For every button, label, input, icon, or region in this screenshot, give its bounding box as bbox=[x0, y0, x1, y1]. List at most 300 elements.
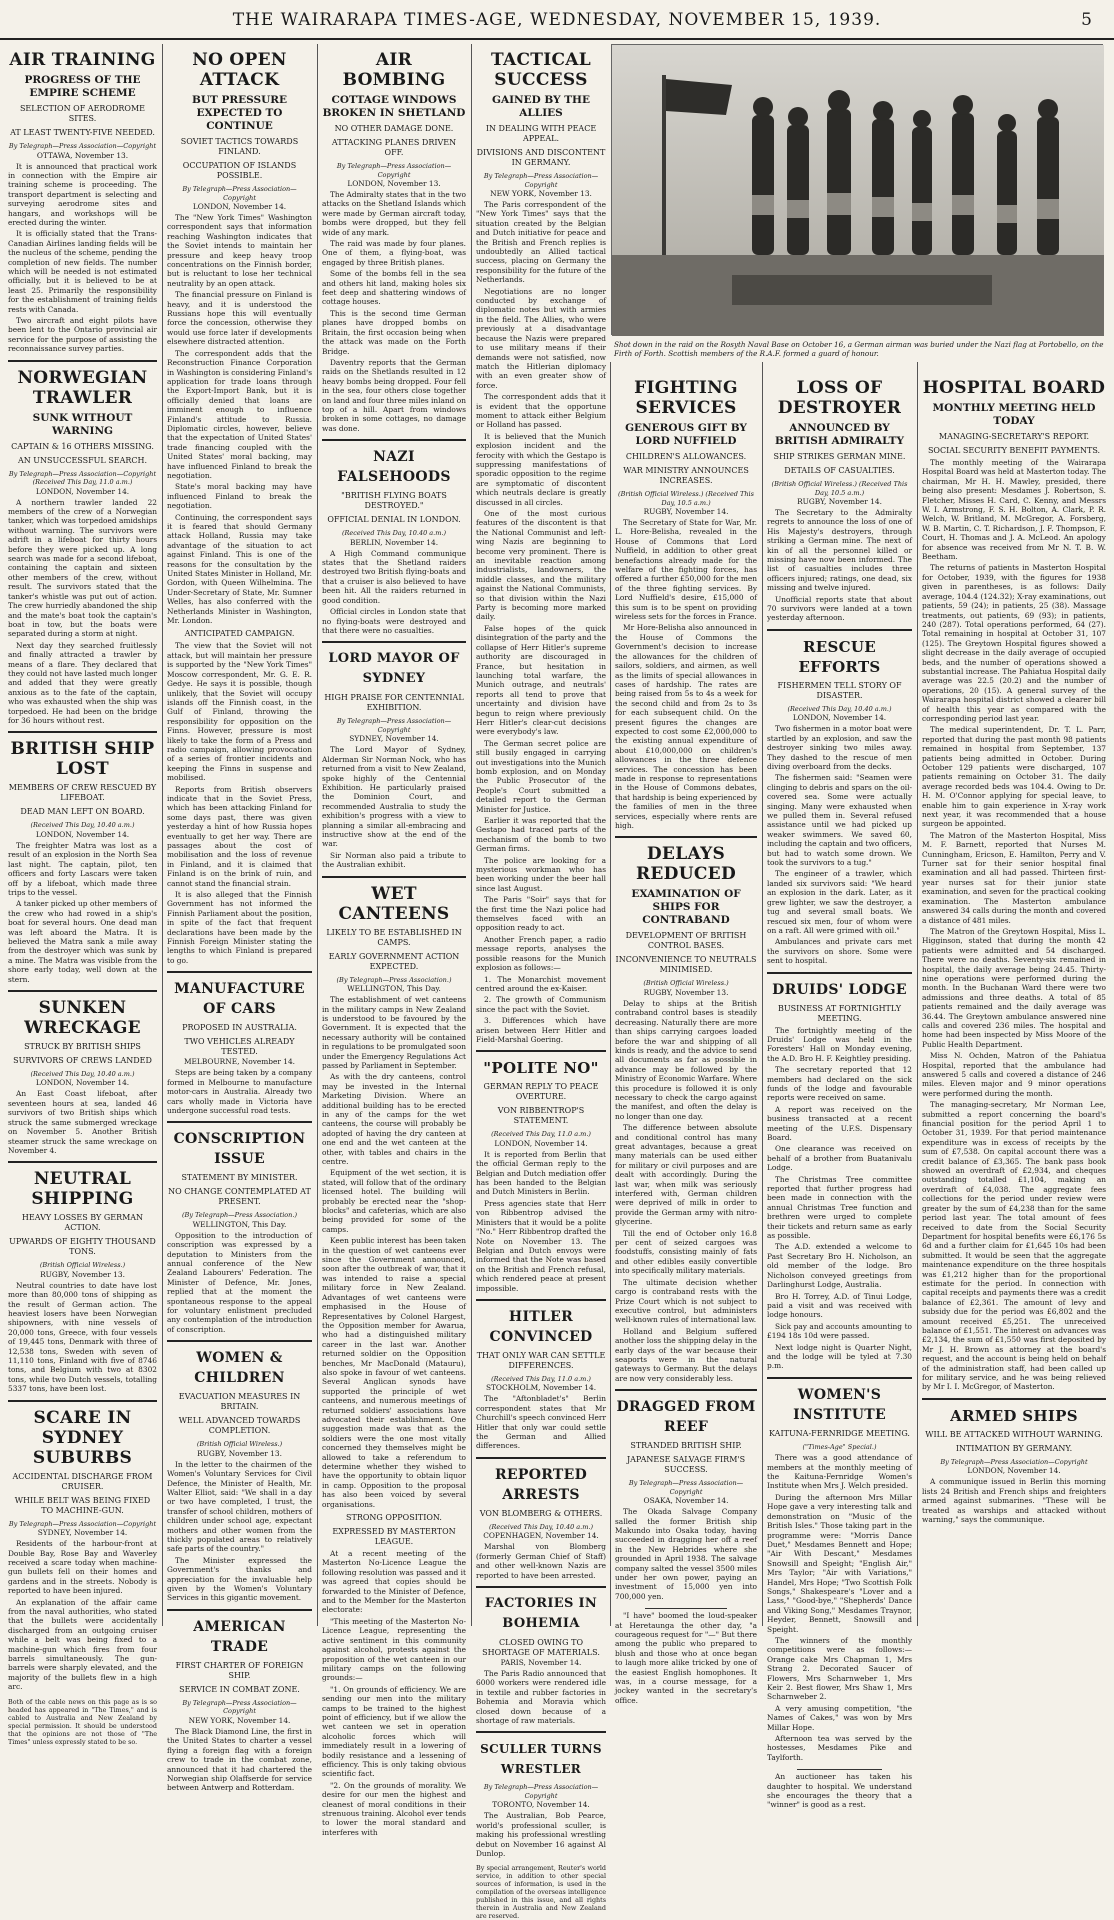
subheadline: SUNK WITHOUT WARNING bbox=[32, 411, 133, 437]
paragraph: Steps are being taken by a company formed in Melbourne to manufacture motor-cars in Australia. Already two cars wholly made in Victoria have undergone successful road tests. bbox=[167, 1068, 312, 1115]
article-factories-bohemia bbox=[476, 1594, 606, 1725]
paragraph: The medical superintendent, Dr. T. L. Parr, reported that during the past month 98 patients remained in hospital from September, 137 patients being admitted in October. During October 129 patients were discharged, 107 patients remaining on October 31. The daily average recorded beds was 104.4. Owing to Dr. H. M. O'Connor applying for special leave, to enable him to gain experience in X-ray work next year, it was recommended that a house surgeon be appointed. bbox=[922, 725, 1106, 829]
paragraph: The A.D. extended a welcome to Past Secretary Bro H. Nicholson, an old member of the lodge. Bro Nicholson conveyed greetings from Darlinghurst Lodge, Australia. bbox=[767, 1242, 912, 1290]
deck: "BRITISH FLYING BOATS DESTROYED." bbox=[341, 491, 447, 511]
paragraph: Ambulances and private cars met the survivors on shore. Some were sent to hospital. bbox=[767, 937, 912, 966]
credit-line: By Telegraph—Press Association—Copyright bbox=[8, 1519, 157, 1528]
paragraph: At a recent meeting of the Masterton No-Licence League the following resolution was passed and it was agreed that copies should be forwarded to the Minister of Defence, and to the Member for the Masterton electorate: bbox=[322, 1549, 466, 1615]
dateline: LONDON, November 14. bbox=[967, 1466, 1061, 1476]
subheadline: MONTHLY MEETING HELD TODAY bbox=[932, 402, 1096, 427]
deck: OCCUPATION OF ISLANDS POSSIBLE. bbox=[182, 161, 297, 180]
credit-line: By Telegraph—Press Association—Copyright bbox=[628, 1479, 744, 1496]
paragraph: "2. On the grounds of morality. We desire for our men the highest and cleanest of moral conditions in their strenuous training. Alcohol ever tends to lower the moral standard and interferes with bbox=[322, 1780, 466, 1837]
article-manufacture-of-cars bbox=[167, 979, 312, 1115]
deck: BUSINESS AT FORTNIGHTLY MEETING. bbox=[778, 1003, 901, 1023]
article-divider bbox=[167, 1609, 312, 1611]
dateline: RUGBY, November 13. bbox=[197, 1448, 282, 1458]
deck: DEVELOPMENT OF BRITISH CONTROL BASES. bbox=[625, 931, 747, 951]
subheadline: GENEROUS GIFT BY LORD NUFFIELD bbox=[625, 422, 747, 447]
paragraph: Some of the bombs fell in the sea and others hit land, making holes six feet deep and shattering windows of cottage houses. bbox=[322, 269, 466, 307]
article-no-open-attack bbox=[167, 50, 312, 965]
dateline: LONDON, November 14. bbox=[35, 829, 130, 839]
deck: ACCIDENTAL DISCHARGE FROM CRUISER. bbox=[12, 1471, 153, 1491]
article-divider bbox=[322, 876, 466, 878]
article-divider bbox=[767, 972, 912, 974]
article-delays-reduced bbox=[615, 844, 757, 1383]
deck: WELL ADVANCED TOWARDS COMPLETION. bbox=[178, 1416, 301, 1436]
dateline: COPENHAGEN, November 14. bbox=[483, 1531, 599, 1541]
paragraph: The Paris "Soir" says that for the first time the Nazi police had themselves faced with an opposition ready to act. bbox=[476, 895, 606, 933]
headline: WOMEN'S INSTITUTE bbox=[793, 1386, 886, 1423]
paragraph: The Okada Salvage Company salled the former British ship Makundo into Osaka today, having succeeded in dragging her off a reef in the New Hebrides where she grounded in April 1938. The salvage company salted the vessel 3500 miles under her own power, paying an investment of 15,000 yen into 700,000 yen. bbox=[615, 1507, 757, 1601]
headline: DRUIDS' LODGE bbox=[772, 981, 907, 998]
dateline: LONDON, November 14. bbox=[35, 486, 130, 496]
deck: THAT ONLY WAR CAN SETTLE DIFFERENCES. bbox=[476, 1350, 606, 1370]
deck: KAITUNA-FERNRIDGE MEETING. bbox=[769, 1428, 910, 1438]
credit-line: (Received This Day, 10.40 a.m.) bbox=[30, 1069, 135, 1078]
headline: DRAGGED FROM REEF bbox=[616, 1399, 756, 1436]
article-divider bbox=[167, 1121, 312, 1123]
article-dragged-from-reef bbox=[615, 1397, 757, 1705]
headline: FACTORIES IN BOHEMIA bbox=[484, 1596, 598, 1631]
deck: JAPANESE SALVAGE FIRM'S SUCCESS. bbox=[626, 1455, 746, 1475]
dateline: RUGBY, November 14. bbox=[797, 497, 882, 506]
headline: NORWEGIAN TRAWLER bbox=[17, 367, 148, 408]
article-rescue-efforts bbox=[767, 637, 912, 966]
deck: STRANDED BRITISH SHIP. bbox=[630, 1441, 742, 1451]
paragraph: The returns of patients in Masterton Hospital for October, 1939, with the figures for 1938 given in parentheses, is as follows: Daily average, 104.4 (124.32); X-ray examinations, out patients, 59 (24); in patients, 25 (38). Massage treatments, out patients, 69 (93); in patients, 240 (287). Total operations performed, 64 (27). Total remaining in hospital at October 31, 107 (125). The Greytown Hospital figures showed a slight decrease in the daily average of occupied beds, and the number of operations showed a substantial increase. The Pahiatua Hospital daily average was 22.5 (20.2) and the number of operations, 20 (15). A general survey of the Wairarapa hospital district showed a clearer bill of health this year as compared with the corresponding period last year. bbox=[922, 563, 1106, 723]
deck: SELECTION OF AERODROME SITES. bbox=[19, 104, 146, 123]
dateline: RUGBY, November 13. bbox=[643, 987, 729, 997]
credit-line: (British Official Wireless.) bbox=[39, 1261, 126, 1270]
deck: PROPOSED IN AUSTRALIA. bbox=[182, 1023, 297, 1033]
deck: MEMBERS OF CREW RESCUED BY LIFEBOAT. bbox=[8, 783, 157, 803]
deck: ATTACKING PLANES DRIVEN OFF. bbox=[331, 138, 457, 157]
paragraph: The winners of the monthly competitions were as follows:— Orange cake Mrs Chapman 1, Mrs Strang 2. Decorated Saucer of Flowers, Mrs Scharnweber 1, Mrs Keir 2. Best flower, Mrs Shaw 1, Mrs Scharnweber 2. bbox=[767, 1635, 912, 1702]
paragraph: Daventry reports that the German raids on the Shetlands resulted in 12 heavy bombs being dropped. Four fell in the sea, four others close together on land and four three miles inland on top of a hill. Apart from windows broken in some cottages, no damage was done. bbox=[322, 357, 466, 433]
article-british-ship-lost bbox=[8, 739, 157, 984]
headline: AIR BOMBING bbox=[342, 50, 446, 90]
paragraph: Till the end of October only 16.8 per cent of seized cargoes was foodstuffs, consisting mainly of fats and other edibles easily convertible into specifically military materials. bbox=[615, 1228, 757, 1276]
paragraph: The freighter Matra was lost as a result of an explosion in the North Sea last night. The captain, pilot, ten officers and forty Lascars were taken off by a lifeboat, which made three trips to the vessel. bbox=[8, 840, 157, 897]
paragraph: Delay to ships at the British contraband control bases is steadily decreasing. Naturally there are more than ships carrying cargoes loaded before the war and shipping of all kinds is ready, and the advice to send all documents as far as possible in advance may be followed by the Ministry of Economic Warfare. Where this procedure is followed it is only necessary to check the cargo against the manifest, and often the delay is no longer than one day. bbox=[615, 998, 757, 1121]
dateline: WELLINGTON, This Day. bbox=[192, 1219, 287, 1229]
article-neutral-shipping bbox=[8, 1169, 157, 1393]
credit-line: (British Official Wireless.) (Received This Day, 10.5 a.m.) bbox=[771, 480, 908, 497]
paragraph: 2. The growth of Communism since the pact with the Soviet. bbox=[476, 995, 606, 1014]
paragraph: It is also alleged that the Finnish Government has not informed the Finnish Parliament about the position, in spite of the fact that frequent declarations have been made by the Finnish Foreign Minister stating the lengths to which Finland is prepared to go. bbox=[167, 890, 312, 965]
article-divider bbox=[476, 1299, 606, 1301]
paragraph: Opposition to the introduction of conscription was expressed by a deputation to Ministers from the annual conference of the New Zealand Labourers' Federation. The Minister of Defence, Mr. Jones, replied that at the moment the spontaneous response to the appeal for voluntary enlistment precluded any contemplation of the introduction of conscription. bbox=[167, 1230, 312, 1334]
section-subhead: EXPRESSED BY MASTERTON LEAGUE. bbox=[332, 1527, 456, 1547]
article-divider bbox=[322, 439, 466, 441]
dateline: RUGBY, November 14. bbox=[643, 507, 729, 516]
headline: NO OPEN ATTACK bbox=[192, 50, 287, 90]
paragraph: The "Aftonbladet's" Berlin correspondent states that Mr Churchill's speech convinced Herr Hitler that only war could settle the German and Allied differences. bbox=[476, 1394, 606, 1451]
dateline: SYDNEY, November 14. bbox=[349, 734, 439, 744]
deck: AT LEAST TWENTY-FIVE NEEDED. bbox=[10, 128, 155, 137]
headline: "POLITE NO" bbox=[483, 1059, 599, 1078]
paragraph: The Paris correspondent of the "New York Times" says that the situation created by the Belgian and Dutch initiative for peace and the British and French replies is undoubtedly an Allied tactical success, placing on Germany the responsibility for the future of the Netherlands. bbox=[476, 200, 606, 285]
credit-line: By Telegraph—Press Association—Copyright bbox=[182, 1698, 297, 1716]
deck: UPWARDS OF EIGHTY THOUSAND TONS. bbox=[9, 1237, 156, 1257]
credit-line: By Telegraph—Press Association—Copyright bbox=[483, 172, 599, 189]
credit-line: By Telegraph—Press Association—Copyright bbox=[182, 185, 297, 202]
deck: SURVIVORS OF CREWS LANDED bbox=[13, 1055, 152, 1065]
paragraph: The monthly meeting of the Wairarapa Hospital Board was held at Masterton today. The chairman, Mr H. H. Mawley, presided, there being also present: Mesdames J. Robertson, S. Fletcher, Misses H. Card, C. Kenny, and Messrs W. I. Armstrong, F. S. H. Bolton, A. Clark, P. R. Welch, W. Britland, M. McGregor, A. Forsberg, W. B. Martin, C. T. Richardson, J. F. Thompson, F. Court, H. Thomas and J. A. McLeod. An apology for absence was received from Mr N. T. B. W. Beetham. bbox=[922, 458, 1106, 562]
article-air-bombing bbox=[322, 50, 466, 433]
dateline: NEW YORK, November 13. bbox=[490, 189, 592, 198]
paragraph: The Minister expressed the Government's thanks and appreciation for the invaluable help given by the Women's Voluntary Services in this gigantic movement. bbox=[167, 1555, 312, 1603]
subheadline: ANNOUNCED BY BRITISH ADMIRALTY bbox=[775, 422, 904, 447]
article-wet-canteens bbox=[322, 884, 466, 1838]
article-divider bbox=[615, 836, 757, 838]
masthead bbox=[0, 0, 1114, 40]
headline: BRITISH SHIP LOST bbox=[10, 739, 155, 780]
dateline: SYDNEY, November 14. bbox=[37, 1528, 128, 1538]
paragraph: Residents of the harbour-front at Double Bay, Rose Bay and Waverley received a scare today when machine-gun bullets fell on their homes and gardens and in the streets. Nobody is reported to have been injured. bbox=[8, 1539, 157, 1596]
paragraph: Another French paper, a radio message reports, analyses the possible reasons for the Munich explosion as follows:— bbox=[476, 934, 606, 973]
article-women-children bbox=[167, 1348, 312, 1603]
headline: FIGHTING SERVICES bbox=[634, 378, 738, 418]
credit-line: (By Telegraph—Press Association.) bbox=[336, 975, 452, 984]
divider bbox=[645, 1608, 727, 1609]
credit-line: (Received This Day, 11.0 a.m.) bbox=[491, 1130, 591, 1139]
deck: STATEMENT BY MINISTER. bbox=[181, 1173, 298, 1183]
news-photo bbox=[611, 44, 1103, 335]
column-1 bbox=[4, 44, 161, 1746]
credit-line: (Received This Day, 11.0 a.m.) bbox=[491, 1374, 591, 1383]
credit-line: ("Times-Age" Special.) bbox=[802, 1442, 877, 1451]
column-7 bbox=[918, 372, 1110, 1624]
article-divider bbox=[615, 1389, 757, 1391]
paragraph: The fortnightly meeting of the Druids' Lodge was held in the Foresters' Hall on Monday evening, the A.D. Bro H. F. Keightley presiding. bbox=[767, 1025, 912, 1063]
article-divider bbox=[767, 1377, 912, 1379]
paragraph: A northern trawler landed 22 members of the crew of a Norwegian tanker, which was torpedoed amidships without warning. The survivors were adrift in a lifeboat for thirty hours before they were picked up. A long search was made for a second lifeboat, containing the captain and sixteen other members of the crew, without result. The survivors stated that the tanker's whistle was put out of action. The crew hurriedly abandoned the ship and the mate's boat took the captain's boat in tow, but the boats were separated during a storm at night. bbox=[8, 497, 157, 639]
deck: MANAGING-SECRETARY'S REPORT. bbox=[938, 432, 1090, 441]
deck: WILL BE ATTACKED WITHOUT WARNING. bbox=[925, 1429, 1103, 1439]
deck: EARLY GOVERNMENT ACTION EXPECTED. bbox=[328, 951, 460, 971]
masthead-title: THE WAIRARAPA TIMES-AGE, WEDNESDAY, NOVEMBER 15, 1939. bbox=[232, 10, 882, 30]
paragraph: It is believed that the Munich explosion incident and the ferocity with which the Gestapo is suppressing manifestations of sporadic opposition to the regime are symptomatic of discontent which neutrals declare is greatly discussed in all circles. bbox=[476, 431, 606, 507]
dateline: TORONTO, November 14. bbox=[492, 1800, 590, 1810]
section-subhead: ANTICIPATED CAMPAIGN. bbox=[184, 629, 295, 639]
headline: AIR TRAINING bbox=[9, 50, 156, 70]
paragraph: The Matron of the Greytown Hospital, Miss L. Higginson, stated that during the month 42 patients were admitted and 54 discharged. There were no deaths. Seventy-six remained in hospital, the daily average being 24.45. Thirty-nine operations were performed during the month. In the Buchanan Ward there were two admissions and three deaths. A total of 85 patients remained and the daily average was 36.44. The Greytown ambulance answered nine calls and covered 236 miles. The hospital and home had been inspected by Miss Moore of the Public Health Department. bbox=[922, 926, 1106, 1049]
article-fighting-services bbox=[615, 378, 757, 830]
paragraph: Next day they searched fruitlessly and finally attracted a trawler by means of a flare. They declared that they could not have lasted much longer and added that they were greatly anxious as to the fate of the captain, who was exhausted when the ship was torpedoed. He had been on the bridge for 36 hours without rest. bbox=[8, 640, 157, 725]
article-polite-no bbox=[476, 1058, 606, 1293]
deck: INTIMATION BY GERMANY. bbox=[955, 1443, 1073, 1453]
headline: LOSS OF DESTROYER bbox=[777, 378, 902, 418]
headline: ARMED SHIPS bbox=[950, 1406, 1078, 1425]
paragraph: The raid was made by four planes. One of them, a flying-boat, was engaged by three British planes. bbox=[322, 239, 466, 267]
divider bbox=[797, 1769, 882, 1770]
headline: WET CANTEENS bbox=[338, 883, 450, 924]
paragraph: Afternoon tea was served by the hostesses, Mesdames Pike and Taylforth. bbox=[767, 1734, 912, 1762]
paragraph: Continuing, the correspondent says it is feared that should Germany attack Holland, Russia may take advantage of the situation to act against Finland. This is one of the reasons for the consultation by the United States Minister in Holland, Mr. Gordon, with Queen Wilhelmina. The Under-Secretary of State, Mr. Sumner Welles, has also conferred with the Netherlands Minister in Washington, Mr. London. bbox=[167, 512, 312, 626]
dateline: LONDON, November 14. bbox=[494, 1138, 588, 1148]
dateline: MELBOURNE, November 14. bbox=[183, 1057, 296, 1067]
headline: RESCUE EFFORTS bbox=[798, 637, 881, 676]
deck: TWO VEHICLES ALREADY TESTED. bbox=[184, 1037, 295, 1057]
paragraph: The Secretary to the Admiralty regrets to announce the loss of one of His Majesty's destroyers, through striking a German mine. The next of kin of all the personnel killed or missing have now been informed. The list of casualties includes three officers injured; ratings, one dead, six missing and twelve injured. bbox=[767, 508, 912, 593]
credit-line: By Telegraph—Press Association—Copyright bbox=[8, 142, 157, 150]
paragraph: The "New York Times" Washington correspondent says that information reaching Washington indicates that the Soviet intends to maintain her pressure and keep heavy troop concentrations on the Finnish border, but is reluctant to lose her technical neutrality by an open attack. bbox=[167, 213, 312, 288]
headline: CONSCRIPTION ISSUE bbox=[173, 1131, 306, 1168]
paragraph: Two fishermen in a motor boat were startled by an explosion, and saw the destroyer sinking two miles away. They dashed to the rescue of men diving overboard from the decks. bbox=[767, 724, 912, 771]
page-number: 5 bbox=[1081, 10, 1092, 30]
deck: IN DEALING WITH PEACE APPEAL. bbox=[485, 124, 597, 143]
subheadline: COTTAGE WINDOWS BROKEN IN SHETLAND bbox=[322, 94, 466, 119]
headline: TACTICAL SUCCESS bbox=[490, 50, 592, 90]
credit-line: (By Telegraph—Press Association.) bbox=[182, 1211, 297, 1220]
deck: STRUCK BY BRITISH SHIPS bbox=[24, 1041, 141, 1051]
paragraph: Negotiations are no longer conducted by exchange of diplomatic notes but with armies in the field. The Allies, who were previously at a disadvantage because the Nazis were prepared to use military means if their demands were not satisfied, now match the Hitlerian diplomacy with an even greater show of force. bbox=[476, 286, 606, 390]
deck: LIKELY TO BE ESTABLISHED IN CAMPS. bbox=[326, 927, 462, 947]
paragraph: An auctioneer has taken his daughter to hospital. We understand she encourages the theory that a "winner" is good as a rest. bbox=[767, 1772, 912, 1810]
deck: NO CHANGE CONTEMPLATED AT PRESENT. bbox=[168, 1187, 311, 1207]
paragraph: A High Command communique states that the Shetland raiders destroyed two British flying-boats and that a cruiser is also believed to have been hit. All the raiders returned in good condition. bbox=[322, 548, 466, 605]
paragraph: In the letter to the chairmen of the Women's Voluntary Services for Civil Defence, the Minister of Health, Mr. Walter Elliot, said: "We shall in a day or two have completed, I trust, the transfer of school children, mothers of children under school age, expectant mothers and other women from the thickly populated areas to relatively safe parts of the country." bbox=[167, 1459, 312, 1554]
article-loss-of-destroyer bbox=[767, 378, 912, 623]
headline: DELAYS REDUCED bbox=[636, 844, 736, 885]
subheadline: BUT PRESSURE EXPECTED TO CONTINUE bbox=[192, 94, 287, 132]
article-divider bbox=[8, 1400, 157, 1402]
paragraph: Next lodge night is Quarter Night, and the lodge will be tyled at 7.30 p.m. bbox=[767, 1342, 912, 1371]
deck: INCONVENIENCE TO NEUTRALS MINIMISED. bbox=[615, 955, 757, 975]
credit-line: (Received This Day, 10.40 a.m.) bbox=[787, 704, 892, 713]
paragraph: An explanation of the affair came from the naval authorities, who stated that the bullets were accidentally discharged from an outgoing cruiser while a belt was being fixed to a machine-gun which fires from four barrels simultaneously. The gun-barrels were sharply elevated, and the majority of the bullets flew in a high arc. bbox=[8, 1597, 157, 1692]
headline: MANUFACTURE OF CARS bbox=[174, 981, 305, 1018]
paragraph: The correspondent adds that it is evident that the opportune moment to attack either Belgium or Holland has passed. bbox=[476, 392, 606, 430]
article-air-training bbox=[8, 50, 157, 354]
copyright-notice: Both of the cable news on this page as is so headed has appeared in "The Times," and is cabled to Australia and New Zealand by special permission. It should be understood that the opinions are not those of "The Times" unless expressly stated to be so. bbox=[8, 1697, 157, 1746]
deck: DIVISIONS AND DISCONTENT IN GERMANY. bbox=[476, 148, 606, 167]
credit-line: (British Official Wireless.) (Received This Day, 10.5 a.m.) bbox=[618, 490, 754, 507]
dateline: OTTAWA, November 13. bbox=[36, 150, 129, 160]
credit-line: (Received This Day, 10.40 a.m.) bbox=[30, 821, 135, 830]
credit-line: (Received This Day, 10.40 a.m.) bbox=[489, 1522, 593, 1531]
paragraph: Holland and Belgium suffered another loss the shipping delay in the early days of the war because their seaports were in the natural gateways to Germany. But the delays are now very considerably less. bbox=[615, 1326, 757, 1383]
paragraph: Official circles in London state that no flying-boats were destroyed and that there were no casualties. bbox=[322, 607, 466, 635]
credit-line: By Telegraph—Press Association—Copyright bbox=[940, 1457, 1088, 1466]
deck: WHILE BELT WAS BEING FIXED TO MACHINE-GUN. bbox=[14, 1495, 151, 1515]
article-divider bbox=[922, 1398, 1106, 1400]
article-tactical-success bbox=[476, 50, 606, 1044]
credit-line: By Telegraph—Press Association—Copyright bbox=[336, 717, 452, 734]
article-womens-institute bbox=[767, 1385, 912, 1810]
article-hospital-board bbox=[922, 378, 1106, 1392]
article-divider bbox=[767, 629, 912, 631]
dateline: NEW YORK, November 14. bbox=[188, 1715, 291, 1725]
dateline: LONDON, November 14. bbox=[35, 1078, 130, 1088]
article-sunken-wreckage bbox=[8, 998, 157, 1155]
deck: HIGH PRAISE FOR CENTENNIAL EXHIBITION. bbox=[324, 693, 464, 713]
paragraph: 1. The Monarchist movement centred around the ex-Kaiser. bbox=[476, 974, 606, 993]
dateline: PARIS, November 14. bbox=[500, 1658, 582, 1667]
credit-line: (Received This Day, 10.40 a.m.) bbox=[342, 529, 446, 538]
article-sculler-wrestler bbox=[476, 1739, 606, 1858]
paragraph: The financial pressure on Finland is heavy, and it is understood the Russians hope this will eventually force the concession, otherwise they would use force later if developments elsewhere distracted attention. bbox=[167, 290, 312, 347]
credit-line: By Telegraph—Press Association—Copyright bbox=[483, 1783, 599, 1800]
article-reported-arrests bbox=[476, 1465, 606, 1580]
headline: SUNKEN WRECKAGE bbox=[24, 997, 141, 1038]
paragraph: The Australian, Bob Pearce, world's professional sculler, is making his professional wrestling debut on November 16 against Al Dunlop. bbox=[476, 1811, 606, 1859]
article-divider bbox=[322, 641, 466, 643]
paragraph: "1. On grounds of efficiency. We are sending our men into the military camps to be trained to the highest point of efficiency, but if we allow the wet canteen we set in operation alcoholic forces which will immediately result in a lowering of bodily resistance and a lessening of efficiency. This is only taking obvious scientific fact. bbox=[322, 1684, 466, 1779]
dateline: BERLIN, November 14. bbox=[349, 537, 439, 547]
paragraph: The Paris Radio announced that 6000 workers were rendered idle in textile and rubber factories in Bohemia and Moravia which closed down because of a shortage of raw materials. bbox=[476, 1669, 606, 1726]
deck: VON RIBBENTROP'S STATEMENT. bbox=[497, 1106, 585, 1126]
article-american-trade bbox=[167, 1617, 312, 1793]
paragraph: The Matron of the Masterton Hospital, Miss M. F. Barnett, reported that Nurses M. Cunningham, Ericson, E. Hamilton, Perry and V. Turner sat for their senior hospital final examination and all had passed. Thirteen first-year nurses sat for their junior state examination, and seven for the practical cooking examination. The Masterton ambulance answered 34 calls during the month and covered a distance of 481 miles. bbox=[922, 830, 1106, 925]
paragraph: One of the most curious features of the discontent is that the National Communist and left-wing Nazis are beginning to become very prominent. There is an inevitable reaction among industrialists, landowners, the middle classes, and the military against the National Communists, so that division within the Nazi Party is becoming more marked daily. bbox=[476, 509, 606, 622]
paragraph: Earlier it was reported that the Gestapo had traced parts of the mechanism of the bomb to two German firms. bbox=[476, 816, 606, 854]
paragraph: There was a good attendance of members at the monthly meeting of the Kaituna-Fernridge Women's Institute when Mrs J. Welch presided. bbox=[767, 1453, 912, 1491]
paragraph: The secretary reported that 12 members had declared on the sick funds of the lodge and favourable reports were received on same. bbox=[767, 1065, 912, 1103]
paragraph: The Lord Mayor of Sydney, Alderman Sir Norman Nock, who has returned from a visit to New Zealand, spoke highly of the Centennial Exhibition. He particularly praised the Dominion Court, and recommended Australia to study the exhibition's progress with a view to planning a similar all-embracing and instructive show at the end of the war. bbox=[322, 745, 466, 849]
paragraph: It is reported from Berlin that the official German reply to the Belgian and Dutch mediation offer has been handed to the Belgian and Dutch Ministers in Berlin. bbox=[476, 1149, 606, 1197]
headline: WOMEN & CHILDREN bbox=[194, 1350, 285, 1387]
paragraph: State's moral backing may have influenced Finland to break the negotiation. bbox=[167, 482, 312, 511]
paragraph: The managing-secretary, Mr Norman Lee, submitted a report concerning the board's financial position for the period April 1 to October 31, 1939. For that period maintenance expenditure was in excess of receipts by the sum of £7,538. On capital account there was a credit balance of £3,365. The bank pass book showed an overdraft of £2,934, and cheques outstanding totalled £1,104, making an overdraft of £4,038. The aggregate fees collections for the period under review were greater by the sum of £4,238 than for the same period last year. The total amount of fees received to date from the Social Security Department for hospital benefits were £6,176 5s 6d and a further claim for £1,645 10s had been submitted. It would be seen that the aggregate maintenance expenditure on the three hospitals was £1,212 higher than for the proportional estimate for the period. In connection with capital receipts and payments there was a credit balance of £2,361. The amount of levy and subsidy due for the period was £6,802 and the amount received £5,251. The unreceived balance of £1,551. The interest on advances was £2,134, the sum of £1,550 was first deposited by Mr J. H. Brown as attorney at the board's request, and the account is being held on behalf of the administration staff, had been called up for military service, and he was being relieved by Mr I. I. McGregor, of Masterton. bbox=[922, 1100, 1106, 1392]
paragraph: Equipment of the wet section, it is stated, will follow that of the ordinary licensed hotel. The building will probably be erected near the "shop-blocks" and cafeterias, which are also being provided for some of the camps. bbox=[322, 1168, 466, 1234]
article-divider bbox=[476, 1050, 606, 1052]
deck: VON BLOMBERG & OTHERS. bbox=[479, 1508, 603, 1518]
paragraph: Bro H. Torrey, A.D. of Tinui Lodge, paid a visit and was received with lodge honours. bbox=[767, 1291, 912, 1320]
paragraph: This is the second time German planes have dropped bombs on Britain, the first occasion being when the attack was made on the Forth Bridge. bbox=[322, 308, 466, 356]
paragraph: Marshal von Blomberg (formerly German Chief of Staff) and other well-known Nazis are reported to have been arrested. bbox=[476, 1542, 606, 1580]
paragraph: An East Coast lifeboat, after seventeen hours at sea, landed 46 survivors of two British ships which struck the same submerged wreckage on November 5. Another British steamer struck the same wreckage on November 4. bbox=[8, 1089, 157, 1155]
article-lord-mayor-sydney bbox=[322, 649, 466, 869]
headline: HOSPITAL BOARD bbox=[922, 378, 1106, 398]
deck: CLOSED OWING TO SHORTAGE OF MATERIALS. bbox=[482, 1638, 600, 1657]
deck: SHIP STRIKES GERMAN MINE. bbox=[773, 452, 906, 461]
article-divider bbox=[8, 990, 157, 992]
deck: DETAILS OF CASUALTIES. bbox=[784, 466, 895, 475]
credit-line: (British Official Wireless.) bbox=[643, 979, 729, 988]
paragraph: Keen public interest has been taken in the question of wet canteens ever since the Government announced, soon after the outbreak of war, that it was intended to raise a special military force in New Zealand. Advantages of wet canteens were emphasised in the House of Representatives by Colonel Hargest, the Opposition member for Awarua, who had a distinguished military career in the last war. Another returned soldier on the Opposition benches, Mr MacDonald (Matauru), also spoke in favour of wet canteens. Several Anglican synods have supported the principle of wet canteens, and numerous meetings of returned soldiers' associations have advocated their establishment. One suggestion made was that as the soldiers were the one most vitally concerned they themselves might be allowed to take a referendum to determine whether they wished to have the opportunity to obtain liquor in camp. Opposition to the proposal has also been voiced by several organisations. bbox=[322, 1236, 466, 1509]
article-nazi-falsehoods bbox=[322, 447, 466, 635]
article-hitler-convinced bbox=[476, 1307, 606, 1451]
credit-line: By Telegraph—Press Association—Copyright (Received This Day, 11.0 a.m.) bbox=[8, 469, 157, 487]
paragraph: Sick pay and accounts amounting to £194 18s 10d were passed. bbox=[767, 1321, 912, 1341]
headline: HITLER CONVINCED bbox=[489, 1308, 593, 1345]
paragraph: As with the dry canteens, control may be invested in the Internal Marketing Division. Where an additional building has to be erected in any of the camps for the wet canteens, the course will probably be adopted of having the dry canteen at one end and the wet canteen at the other, with tables and chairs in the centre. bbox=[322, 1072, 466, 1166]
article-divider bbox=[167, 1340, 312, 1342]
paragraph: A communique issued in Berlin this morning lists 24 British and French ships and freighters armed against submarines. "These will be treated as warships and attacked without warning," says the communique. bbox=[922, 1477, 1106, 1524]
paragraph: The Black Diamond Line, the first in the United States to charter a vessel flying a foreign flag with a foreign crew to trade in the combat zone, announced that it had chartered the Norwegian ship Olaffserde for service between Antwerp and Rotterdam. bbox=[167, 1726, 312, 1793]
deck: CHILDREN'S ALLOWANCES. bbox=[625, 452, 747, 461]
column-4 bbox=[472, 44, 610, 1920]
paragraph: Mr Hore-Belisha also announced in the House of Commons the Government's decision to increase the allowances for the children of sailors, soldiers, and airmen, as well as the limits of special allowances in cases of hardship. The rates are being raised from 5s to 4s a week for the second child and from 2s to 3s for each subsequent child. On the present figures the changes are expected to cost some £2,000,000 to the existing annual expenditure of about £10,000,000 on children's allowances in the three defence services. The concession has been made in response to representations in the House of Commons debates, that hardship is being experienced by the families of men in the three services, especially where rents are high. bbox=[615, 623, 757, 830]
deck: GERMAN REPLY TO PEACE OVERTURE. bbox=[483, 1082, 599, 1102]
dateline: RUGBY, November 13. bbox=[40, 1269, 125, 1279]
reuter-notice: By special arrangement, Reuter's world service, in addition to other special sources of information, is used in the compilation of the overseas intelligence published in this issue, and all rights therein in Australia and New Zealand are reserved. bbox=[476, 1864, 606, 1920]
paragraph: The Christmas Tree committee reported that further progress had been made in connection with the annual Christmas Tree function and brethren were urged to complete their tickets and return same as early as possible. bbox=[767, 1174, 912, 1241]
article-divider bbox=[167, 971, 312, 973]
section-subhead: STRONG OPPOSITION. bbox=[346, 1513, 442, 1523]
credit-line: (British Official Wireless.) bbox=[196, 1440, 283, 1449]
headline: REPORTED ARRESTS bbox=[494, 1466, 588, 1503]
paragraph: The Secretary of State for War, Mr. L. Hore-Belisha, revealed in the House of Commons that Lord Nuffield, in addition to other great benefactions already made for the welfare of the fighting forces, has offered a further £50,000 for the men of the three fighting services. By Lord Nuffield's desire, £15,000 of this sum is to be spent on providing wireless sets for the forces in France. bbox=[615, 518, 757, 622]
article-norwegian-trawler bbox=[8, 368, 157, 726]
paragraph: One clearance was received on behalf of a brother from Buatanivalu Lodge. bbox=[767, 1144, 912, 1173]
deck: SERVICE IN COMBAT ZONE. bbox=[179, 1684, 300, 1694]
paragraph: The German secret police are still busily engaged in carrying out investigations into the Munich bomb explosion, and on Monday the Public Prosecutor of the People's Court submitted a detailed report to the German Minister for Justice. bbox=[476, 738, 606, 814]
headline: SCARE IN SYDNEY SUBURBS bbox=[32, 1407, 133, 1468]
paragraph: False hopes of the quick disintegration of the party and the collapse of Herr Hitler's supreme authority are discouraged in France, but hesitation in launching total warfare, the Munich outrage, and neutrals' reports all tend to prove that uncertainty and division have begun to reign where previously Herr Hitler's clear-cut decisions were everybody's law. bbox=[476, 623, 606, 737]
dateline: LONDON, November 13. bbox=[347, 179, 441, 188]
deck: FIRST CHARTER OF FOREIGN SHIP. bbox=[175, 1660, 304, 1680]
dateline: LONDON, November 14. bbox=[192, 202, 287, 211]
article-divider bbox=[8, 1161, 157, 1163]
deck: FISHERMEN TELL STORY OF DISASTER. bbox=[777, 680, 902, 700]
deck: SOVIET TACTICS TOWARDS FINLAND. bbox=[180, 137, 299, 156]
paragraph: It is officially stated that the Trans-Canadian Airlines landing fields will be the nucleus of the scheme, pending the completion of new fields. The number which will be needed is not estimated officially, but it is believed to be at least 25. Primarily the responsibility for the establishment of training fields rests with Canada. bbox=[8, 229, 157, 314]
paragraph: Neutral countries to date have lost more than 80,000 tons of shipping as the result of German action. The heaviest losers have been Norwegian shipowners, with nine vessels of 20,000 tons, Greece, with four vessels of 19,445 tons, Denmark with three of 12,538 tons, Sweden with seven of 11,110 tons, Finland with five of 8746 tons, and Belgium with two at 8302 tons, while two Dutch vessels, totalling 5337 tons, have been lost. bbox=[8, 1280, 157, 1394]
paragraph: It is announced that practical work in connection with the Empire air training scheme is proceeding. The transport department is selecting and surveying aerodrome sites and hangars, and workshops will be erected during the winter. bbox=[8, 161, 157, 227]
column-6 bbox=[763, 372, 916, 1810]
headline: NEUTRAL SHIPPING bbox=[31, 1169, 134, 1210]
headline: NAZI FALSEHOODS bbox=[337, 449, 451, 486]
paragraph: A report was received on the business transacted at a recent meeting of the U.F.S. Dispensary Board. bbox=[767, 1104, 912, 1142]
dateline: STOCKHOLM, November 14. bbox=[485, 1383, 597, 1393]
headline: LORD MAYOR OF SYDNEY bbox=[328, 651, 460, 687]
article-armed-ships bbox=[922, 1406, 1106, 1525]
headline: AMERICAN TRADE bbox=[193, 1618, 286, 1655]
deck: NO OTHER DAMAGE DONE. bbox=[334, 124, 454, 133]
deck: AN UNSUCCESSFUL SEARCH. bbox=[17, 455, 148, 465]
paragraph: Sir Norman also paid a tribute to the Australian exhibit. bbox=[322, 850, 466, 870]
paragraph: A very amusing competition, "the Names of Cakes," was won by Mrs Millar Hope. bbox=[767, 1703, 912, 1732]
paragraph: 3. Differences which have arisen between Herr Hitler and Field-Marshal Goering. bbox=[476, 1016, 606, 1044]
article-scare-in-sydney bbox=[8, 1408, 157, 1692]
article-divider bbox=[476, 1586, 606, 1588]
article-druids-lodge bbox=[767, 980, 912, 1371]
paragraph: Miss N. Ochden, Matron of the Pahiatua Hospital, reported that the ambulance had answered 5 calls and covered a distance of 246 miles. Eleven major and 9 minor operations were performed during the month. bbox=[922, 1051, 1106, 1098]
deck: SOCIAL SECURITY BENEFIT PAYMENTS. bbox=[927, 446, 1101, 455]
paragraph: The view that the Soviet will not attack, but will maintain her pressure is supported by the "New York Times" Moscow correspondent, Mr. G. E. R. Gedye. He says it is possible, though unlikely, that the Soviet will occupy islands off the Finnish coast, in the Gulf of Finland, throwing the responsibility for opposition on the Finns. However, pressure is most likely to take the form of a Press and radio campaign, allowing provocation of a series of frontier incidents and keeping the Finns in suspense and mobilised. bbox=[167, 641, 312, 783]
paragraph: "I have" boomed the loud-speaker at Heretaunga the other day, "a courageous request for "—" But there among the public who prepared to blush and those who at once began to laugh more alike tricked by one of the easiest English homophones. It was, in a course message, for a jockey wanted in the secretary's office. bbox=[615, 1611, 757, 1705]
paragraph: The difference between absolute and conditional control has many great advantages, because a great many materials can be used either for military or civil purposes and are dealt with accordingly. During the last war, when milk was seriously interfered with, German children were deprived of milk in order to provide the German army with nitro-glycerine. bbox=[615, 1123, 757, 1227]
photo-caption: Shot down in the raid on the Rosyth Naval Base on October 16, a German airman was buried under the Nazi flag at Portobello, on the Firth of Forth. Scottish members of the R.A.F. formed a guard of honour. bbox=[614, 340, 1104, 358]
deck: CAPTAIN & 16 OTHERS MISSING. bbox=[11, 441, 154, 451]
dateline: OSAKA, November 14. bbox=[643, 1496, 729, 1506]
funeral-photo-image bbox=[612, 45, 1104, 336]
article-divider bbox=[8, 731, 157, 733]
article-divider bbox=[476, 1457, 606, 1459]
deck: EVACUATION MEASURES IN BRITAIN. bbox=[178, 1392, 301, 1412]
headline: SCULLER TURNS WRESTLER bbox=[480, 1742, 602, 1777]
article-divider bbox=[8, 360, 157, 362]
paragraph: The fishermen said: "Seamen were clinging to debris and spars on the oil-covered sea. Some were actually singing. Many were exhausted when we pulled them in. Several refused assistance until we had picked up weaker swimmers. We saved 60, including the captain and two officers, but had to watch some drown. We took the survivors to a tug." bbox=[767, 773, 912, 868]
deck: WAR MINISTRY ANNOUNCES INCREASES. bbox=[623, 466, 749, 485]
dateline: LONDON, November 14. bbox=[792, 713, 887, 723]
dateline: WELLINGTON, This Day. bbox=[347, 984, 441, 994]
paragraph: The correspondent adds that the Reconstruction Finance Corporation in Washington is considering Finland's application for trade loans through the Export-Import Bank, but it is officially denied that loans are imminent enough to influence Finland's attitude to Russia. Diplomatic circles, however, believe that the expectation of United States' trade financing coupled with the United States' moral backing, may have influenced Finland to break the negotiation. bbox=[167, 348, 312, 480]
paragraph: The ultimate decision whether cargo is contraband rests with the Prize Court which is not subject to executive control, but administers well-known rules of international law. bbox=[615, 1277, 757, 1325]
article-conscription-issue bbox=[167, 1129, 312, 1334]
column-2 bbox=[163, 44, 316, 1793]
deck: HEAVY LOSSES BY GERMAN ACTION. bbox=[21, 1213, 144, 1233]
paragraph: A tanker picked up other members of the crew who had rowed in a ship's boat for several hours. One dead man was left aboard the Matra. It is believed the Matra sank a mile away from the destroyer which was sunk by a mine. The Matra was visible from the shore early today, well down at the stern. bbox=[8, 899, 157, 984]
deck: OFFICIAL DENIAL IN LONDON. bbox=[327, 515, 461, 525]
credit-line: By Telegraph—Press Association—Copyright bbox=[336, 162, 452, 179]
subheadline: GAINED BY THE ALLIES bbox=[492, 94, 590, 119]
paragraph: During the afternoon Mrs Millar Hope gave a very interesting talk and demonstration on "Music of the British Isles." Those taking part in the programme were: "Morris Dance Duet," Mesdames Bennett and Hope; "Air With Descant," Mesdames Snowsill and Speight; "English Air," Mrs Taylor; "Air with Variations," Handel, Mrs Hope; "Two Scottish Folk Songs," Shakespeare's "Lover and a Lass," "Good-bye," "Shepherds' Dance and Viking Song," Mesdames Traynor, Heyder, Bennett, Snowsill and Speight. bbox=[767, 1492, 912, 1634]
